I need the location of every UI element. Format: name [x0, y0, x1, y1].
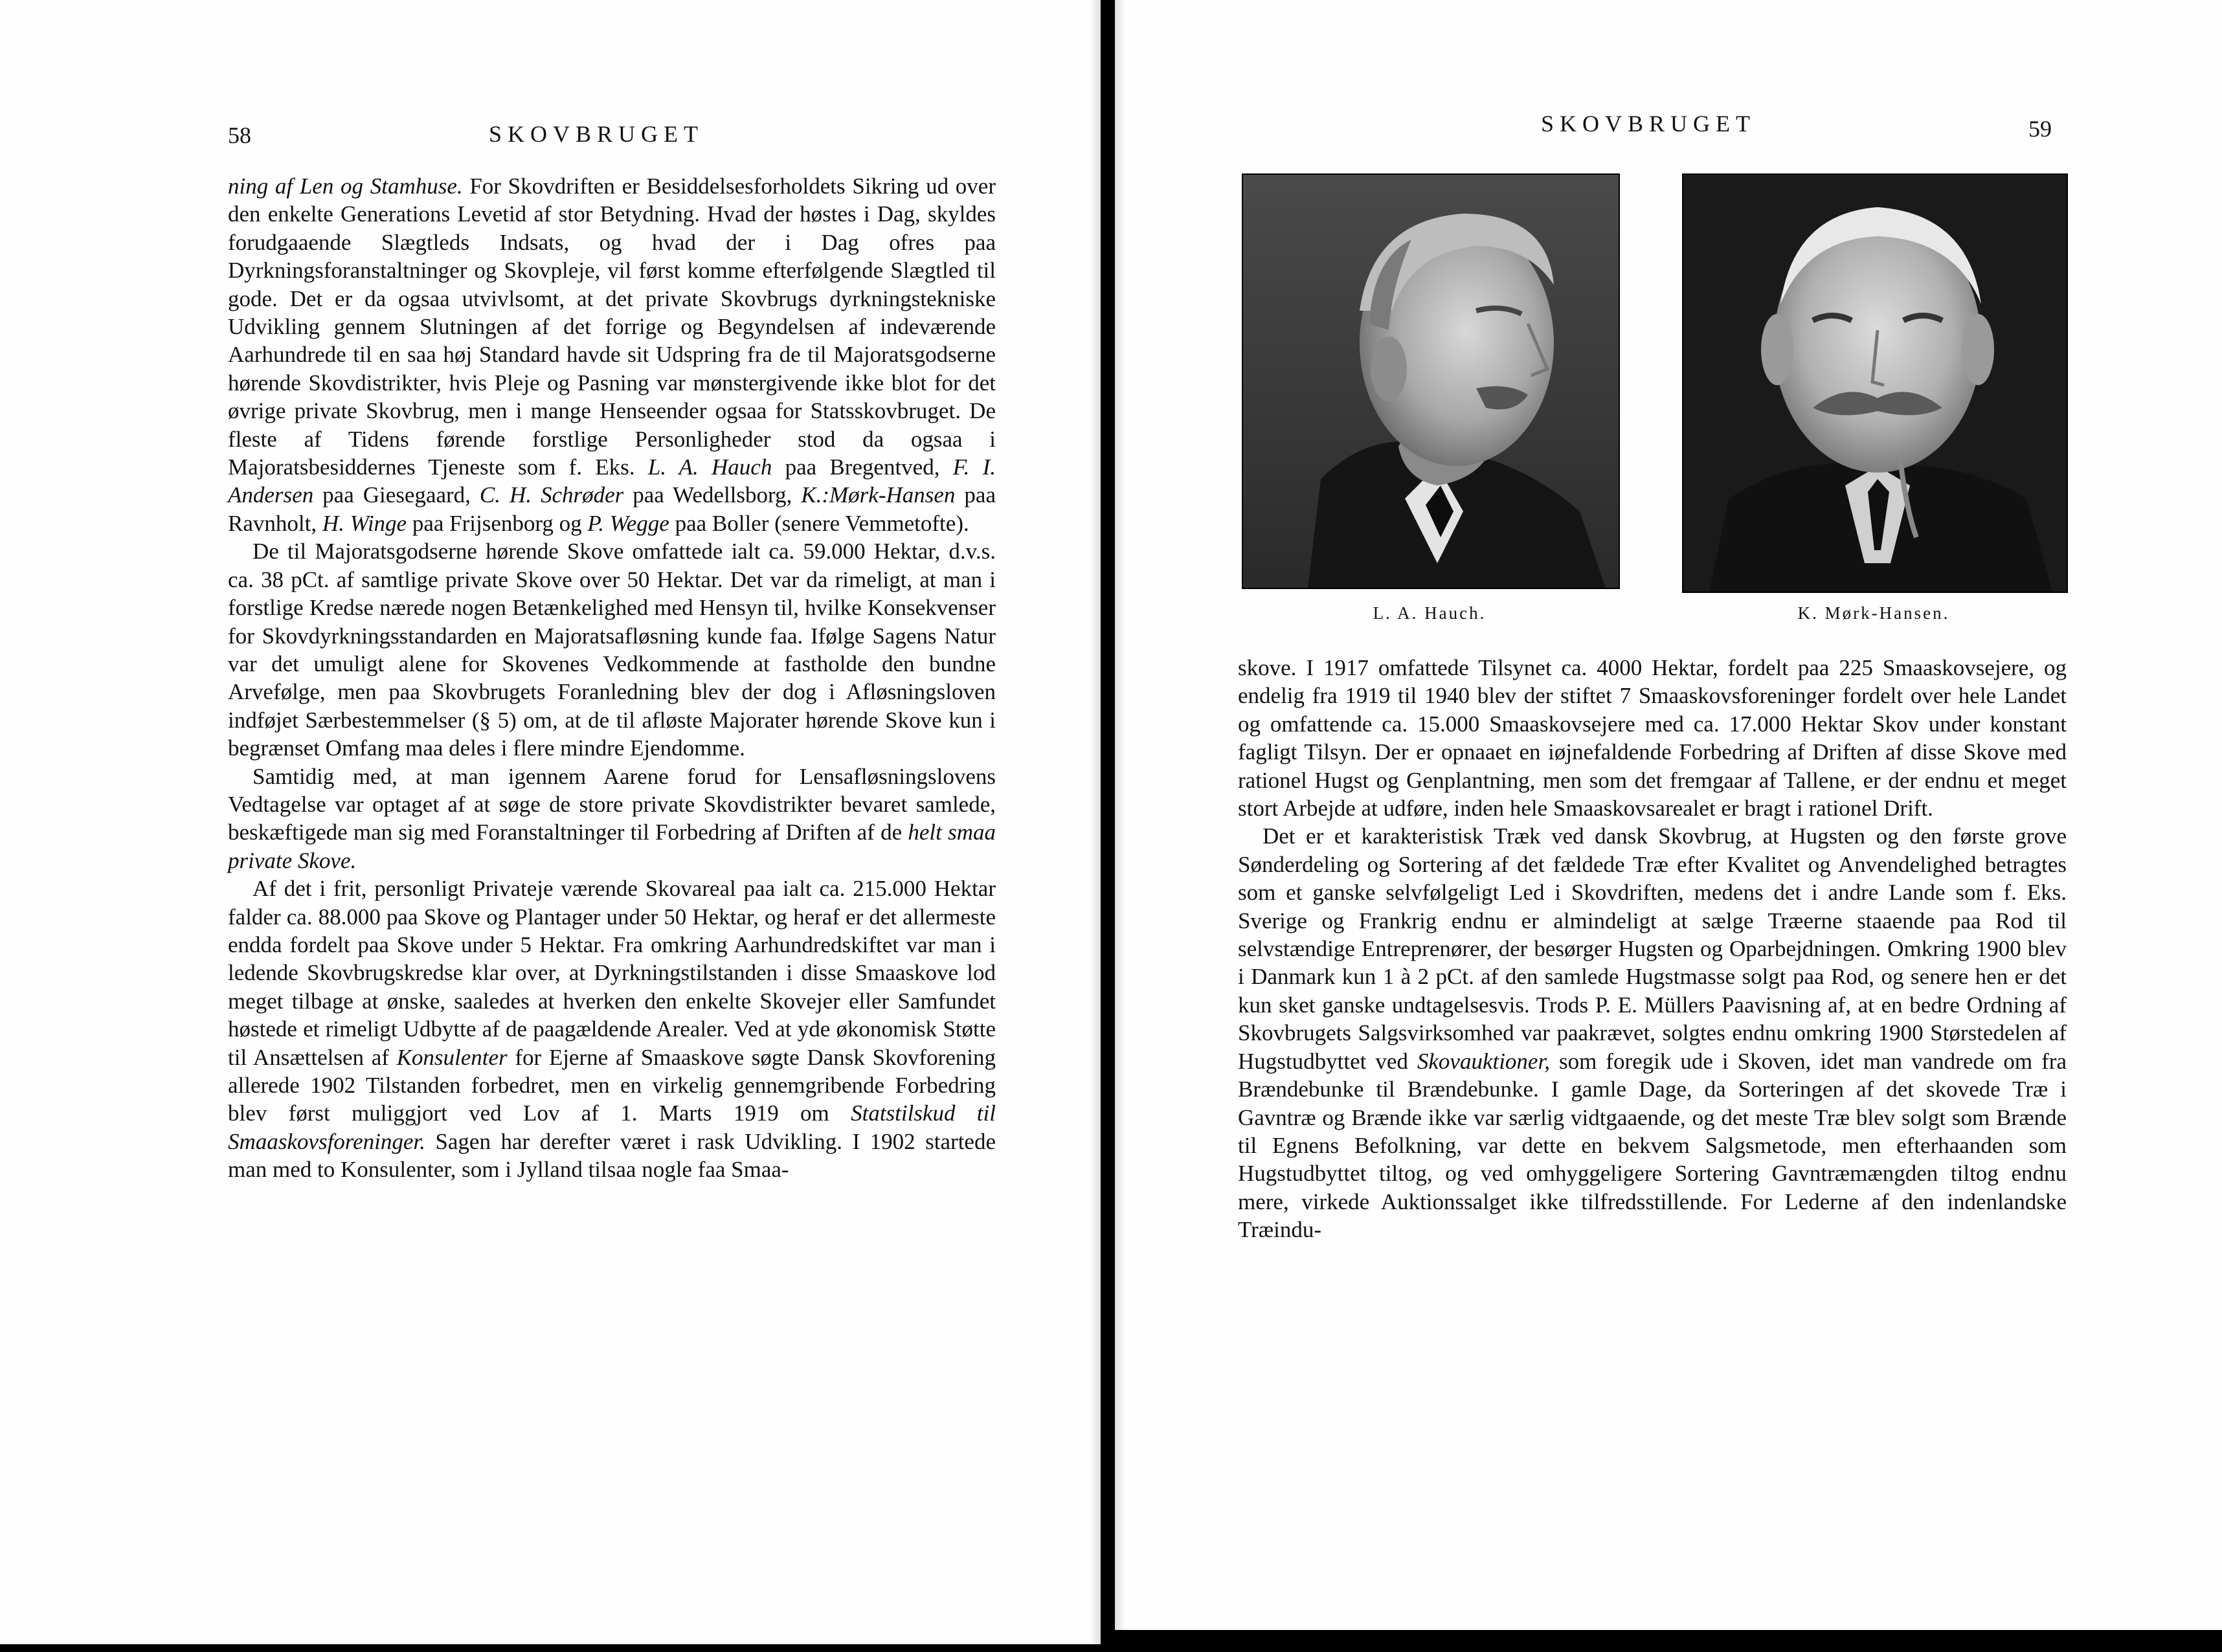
italic-text: helt smaa private Skove. [228, 820, 996, 873]
text-run: paa Giesegaard, [313, 482, 480, 508]
photo-caption: L. A. Hauch. [1373, 603, 1487, 623]
text-run: skove. I 1917 omfattede Tilsynet ca. 4000 Hektar, fordelt paa 225 Smaaskovsejere, og endelig fra 1919 til 1940 blev der stiftet 7 Smaaskovsforeninger fordelt over hele Landet og omfattende ca. 15.000 Smaaskovsejere med ca. 17.000 Hektar Skov under konstant fagligt Tilsyn. Der er opnaaet en iøjnefaldende Forbedring af Driften af disse Skove med rationel Hugst og Genplantning, men som det fremgaar af Tallene, er der endnu et meget stort Arbejde at udføre, inden hele Smaaskovsarealet er bragt i rationel Drift. [1238, 655, 2067, 821]
body-text [228, 172, 996, 1184]
page-number: 58 [228, 122, 251, 148]
italic-text: ning af Len og Stamhuse. [228, 173, 463, 199]
italic-text: F. I. Andersen [228, 454, 996, 508]
text-run: paa Ravnholt, [228, 482, 996, 536]
spine-shadow [1090, 0, 1101, 1644]
paragraph [228, 537, 996, 762]
running-head: SKOVBRUGET [1541, 111, 1756, 137]
text-run: for Ejerne af Smaaskove søgte Dansk Skovforening allerede 1902 Tilstanden forbedret, men en virkelig gennemgribende Forbedring blev først muliggjort ved Lov af 1. Marts 1919 om [228, 1044, 996, 1126]
paragraph [228, 763, 996, 875]
page-number: 59 [2028, 116, 2052, 142]
text-run: Sagen har derefter været i rask Udvikling. I 1902 startede man med to Konsulenter, som i Jylland tilsaa nogle faa Smaa- [228, 1128, 996, 1183]
paragraph [228, 875, 996, 1183]
spine-shadow [1115, 0, 1125, 1630]
text-run: Samtidig med, at man igennem Aarene forud for Lensafløsningslovens Vedtagelse var optaget af at søge de store private Skovdistrikter bevaret samlede, beskæftigede man sig med Foranstaltninger til Forbedring af Driften af de [228, 763, 996, 845]
italic-text: Skovauktioner, [1417, 1048, 1550, 1074]
text-run: paa Boller (senere Vemmetofte). [669, 510, 969, 536]
text-run: De til Majoratsgodserne hørende Skove omfattede ialt ca. 59.000 Hektar, d.v.s. ca. 38 pCt. af samtlige private Skove over 50 Hektar. Det var da rimeligt, at man i forstlige Kredse nærede nogen Betænkelighed med Hensyn til, hvilke Konsekvenser for Skovdyrkningsstandarden en Majoratsafløsning kunde faa. Ifølge Sagens Natur var det umuligt alene for Skovenes Vedkommende at fastholde den bundne Arvefølge, men paa Skovbrugets Foranledning blev der dog i Afløsningsloven indføjet Særbestemmelser (§ 5) om, at de til afløste Majorater hørende Skove kun i begrænset Omfang maa deles i flere mindre Ejendomme. [228, 539, 996, 761]
text-run: paa Bregentved, [772, 454, 953, 480]
body-text [1238, 654, 2067, 1244]
paragraph [228, 172, 996, 537]
text-run: paa Wedellsborg, [623, 482, 802, 508]
text-run: Det er et karakteristisk Træk ved dansk Skovbrug, at Hugsten og den første grove Sønderdeling og Sortering af det fældede Træ efter Kvalitet og Anvendelighed betragtes som et ganske selvfølgeligt Led i Skovdriften, medens det i andre Lande som f. Eks. Sverige og Frankrig endnu er almindeligt at sælge Træerne staaende paa Rod til selvstændige Entreprenører, der besørger Hugsten og Oparbejdningen. Omkring 1900 blev i Danmark kun 1 à 2 pCt. af den samlede Hugstmasse solgt paa Rod, og senere hen er det kun sket ganske undtagelsesvis. Trods P. E. Müllers Paavisning af, at en bedre Ordning af Skovbrugets Salgsvirksomhed var paakrævet, solgtes endnu omkring 1900 Størstedelen af Hugstudbyttet ved [1238, 823, 2067, 1074]
italic-text: K.:Mørk-Hansen [801, 482, 956, 508]
text-run: For Skovdriften er Besiddelsesforholdets Sikring ud over den enkelte Generations Levetid af stor Betydning. Hvad der høstes i Dag, skyldes forudgaaende Slægtleds Indsats, og hvad der i Dag ofres paa Dyrkningsforanstaltninger og Skovpleje, vil først komme efterfølgende Slægtled til gode. Det er da ogsaa utvivlsomt, at det private Skovbrugs dyrkningstekniske Udvikling gennem Slutningen af det forrige og Begyndelsen af indeværende Aarhundrede til en saa høj Standard havde sit Udspring fra de til Majoratsgodserne hørende Skovdistrikter, hvis Pleje og Pasning var mønstergivende ikke blot for det øvrige private Skovbrug, men i mange Henseender ogsaa for Statsskovbruget. De fleste af Tidens førende forstlige Personligheder stod da ogsaa i Majoratsbesiddernes Tjeneste som f. Eks. [228, 173, 996, 480]
paragraph [1238, 654, 2067, 822]
portrait-photo-mork-hansen [1682, 173, 2068, 593]
italic-text: Konsulenter [396, 1044, 508, 1070]
italic-text: Statstilskud til Smaaskovsforeninger. [228, 1100, 996, 1154]
right-page [1115, 0, 2222, 1630]
text-run: paa Frijsenborg og [407, 510, 588, 536]
italic-text: H. Winge [322, 510, 407, 536]
italic-text: L. A. Hauch [647, 454, 772, 480]
portrait-image [1683, 175, 2067, 592]
text-run: som foregik ude i Skoven, idet man vandrede om fra Brændebunke til Brændebunke. I gamle Dage, da Sorteringen af det skovede Træ i Gavntræ og Brænde ikke var særlig vidtgaaende, og det meste Træ blev solgt som Brænde til Egnens Befolkning, var dette en bekvem Salgsmetode, men efterhaanden som Hugstudbyttet tiltog, og ved omhyggeligere Sortering Gavntræmængden tiltog endnu mere, virkede Auktionssalget ikke tilfredsstillende. For Lederne af den indenlandske Træindu- [1238, 1048, 2067, 1243]
portrait-photo-hauch [1242, 173, 1620, 589]
left-page [0, 0, 1101, 1644]
running-head: SKOVBRUGET [489, 121, 704, 147]
italic-text: P. Wegge [587, 510, 669, 536]
paragraph [1238, 822, 2067, 1244]
italic-text: C. H. Schrøder [479, 482, 624, 508]
photo-caption: K. Mørk-Hansen. [1797, 603, 1950, 623]
portrait-image [1243, 175, 1619, 588]
text-run: Af det i frit, personligt Privateje værende Skovareal paa ialt ca. 215.000 Hektar falder ca. 88.000 paa Skove og Plantager under 50 Hektar, og heraf er det allermeste endda fordelt paa Skove under 5 Hektar. Fra omkring Aarhundredskiftet var man i ledende Skovbrugskredse klar over, at Dyrkningstilstanden i disse Smaaskove lod meget tilbage at ønske, saaledes at hverken den enkelte Skovejer eller Samfundet høstede et rimeligt Udbytte af de paagældende Arealer. Ved at yde økonomisk Støtte til Ansættelsen af [228, 876, 996, 1070]
